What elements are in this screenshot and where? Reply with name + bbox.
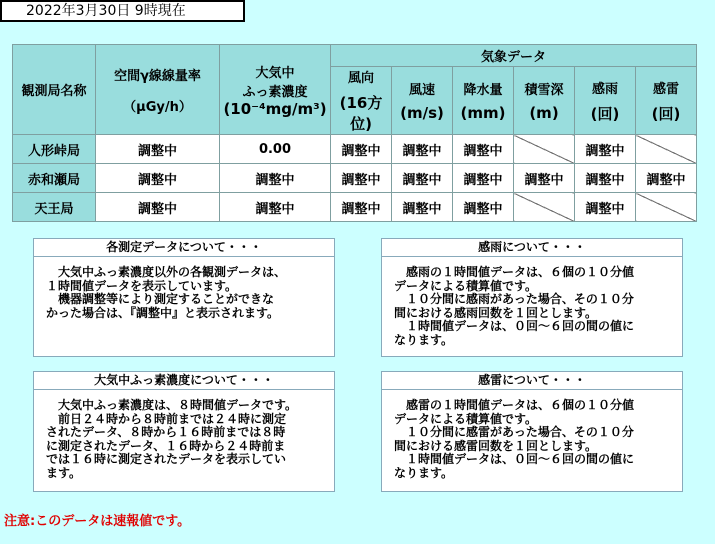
measure-note-box bbox=[33, 247, 335, 357]
header-weather: 気象データ bbox=[331, 45, 697, 67]
wind-speed-cell: 調整中 bbox=[392, 164, 453, 193]
header-snow-label: 積雪深 bbox=[524, 83, 564, 98]
fluorine-cell: 調整中 bbox=[220, 193, 331, 222]
header-precip-label: 降水量 bbox=[463, 83, 503, 98]
snow-cell: 調整中 bbox=[514, 164, 575, 193]
measure-note-body: 大気中ふっ素濃度以外の各観測データは、 １時間値データを表示しています。 機器調整等により測定することができな かった場合は、『調整中』と表示されます。 bbox=[46, 265, 287, 320]
header-fluorine-label1: 大気中 bbox=[255, 65, 295, 81]
rain-cell: 調整中 bbox=[575, 135, 636, 164]
thunder-cell-na bbox=[636, 193, 697, 222]
header-precip bbox=[453, 67, 514, 135]
fluorine-cell: 0.00 bbox=[220, 135, 331, 164]
observation-table bbox=[12, 44, 697, 222]
dose-cell: 調整中 bbox=[96, 135, 220, 164]
header-dose-rate-label: 空間γ線線量率 bbox=[114, 68, 201, 84]
header-rain-sense-label: 感雨 bbox=[591, 81, 618, 97]
header-thunder-label: 感雷 bbox=[652, 81, 679, 97]
fluorine-note-box bbox=[33, 380, 335, 492]
snow-cell-na bbox=[514, 135, 575, 164]
wind-dir-cell: 調整中 bbox=[331, 193, 392, 222]
precip-cell: 調整中 bbox=[453, 193, 514, 222]
station-name: 天王局 bbox=[13, 193, 96, 222]
thunder-note-title: 感雷について・・・ bbox=[381, 371, 683, 390]
wind-dir-cell: 調整中 bbox=[331, 135, 392, 164]
rain-cell: 調整中 bbox=[575, 164, 636, 193]
header-fluorine-unit: (10⁻⁴mg/m³) bbox=[223, 99, 327, 118]
rain-note-title: 感雨について・・・ bbox=[381, 238, 683, 257]
header-wind-dir-unit: (16方位) bbox=[339, 94, 383, 133]
rain-note-body: 感雨の１時間値データは、６個の１０分値 データによる積算値です。 １０分間に感雨があった場合、その１０分 間における感雨回数を１回とします。 １時間値データは、０回～６回の間の値に なります。 bbox=[394, 265, 635, 347]
header-dose-rate bbox=[96, 45, 220, 135]
header-snow-unit: (m) bbox=[529, 104, 559, 122]
header-wind-speed-unit: (m/s) bbox=[400, 104, 444, 122]
dose-cell: 調整中 bbox=[96, 193, 220, 222]
header-precip-unit: (mm) bbox=[460, 104, 506, 122]
wind-dir-cell: 調整中 bbox=[331, 164, 392, 193]
wind-speed-cell: 調整中 bbox=[392, 135, 453, 164]
rain-note-box bbox=[381, 247, 683, 357]
rain-cell: 調整中 bbox=[575, 193, 636, 222]
header-rain-sense bbox=[575, 67, 636, 135]
dose-cell: 調整中 bbox=[96, 164, 220, 193]
snow-cell-na bbox=[514, 193, 575, 222]
header-wind-speed-label: 風速 bbox=[408, 83, 435, 98]
header-thunder-unit: (回) bbox=[651, 104, 681, 123]
precip-cell: 調整中 bbox=[453, 164, 514, 193]
fluorine-note-title: 大気中ふっ素濃度について・・・ bbox=[33, 371, 335, 390]
header-wind-dir bbox=[331, 67, 392, 135]
table-row bbox=[13, 164, 697, 193]
header-rain-sense-unit: (回) bbox=[590, 104, 620, 123]
fluorine-cell: 調整中 bbox=[220, 164, 331, 193]
fluorine-note-body: 大気中ふっ素濃度は、８時間値データです。 前日２４時から８時前までは２４時に測定 されたデータ、８時から１６時前までは８時 に測定されたデータ、１６時から２４時前ま では１６時に測定されたデータを表示してい ます。 bbox=[46, 398, 298, 480]
precip-cell: 調整中 bbox=[453, 135, 514, 164]
header-fluorine bbox=[220, 45, 331, 135]
table-row bbox=[13, 135, 697, 164]
timestamp: 2022年3月30日 9時現在 bbox=[0, 0, 245, 22]
wind-speed-cell: 調整中 bbox=[392, 193, 453, 222]
station-name: 人形峠局 bbox=[13, 135, 96, 164]
header-fluorine-label2: ふっ素濃度 bbox=[242, 84, 308, 100]
table-row bbox=[13, 193, 697, 222]
thunder-note-box bbox=[381, 380, 683, 492]
thunder-note-body: 感雷の１時間値データは、６個の１０分値 データによる積算値です。 １０分間に感雷があった場合、その１０分 間における感雷回数を１回とします。 １時間値データは、０回～６回の間の値に なります。 bbox=[394, 398, 635, 480]
header-station: 観測局名称 bbox=[13, 45, 96, 135]
header-dose-rate-unit: （μGy/h） bbox=[123, 99, 192, 115]
header-snow bbox=[514, 67, 575, 135]
preliminary-data-notice: 注意:このデータは速報値です。 bbox=[4, 514, 191, 529]
thunder-cell: 調整中 bbox=[636, 164, 697, 193]
measure-note-title: 各測定データについて・・・ bbox=[33, 238, 335, 257]
station-name: 赤和瀬局 bbox=[13, 164, 96, 193]
thunder-cell-na bbox=[636, 135, 697, 164]
header-wind-speed bbox=[392, 67, 453, 135]
header-thunder bbox=[636, 67, 697, 135]
header-wind-dir-label: 風向 bbox=[347, 71, 374, 86]
